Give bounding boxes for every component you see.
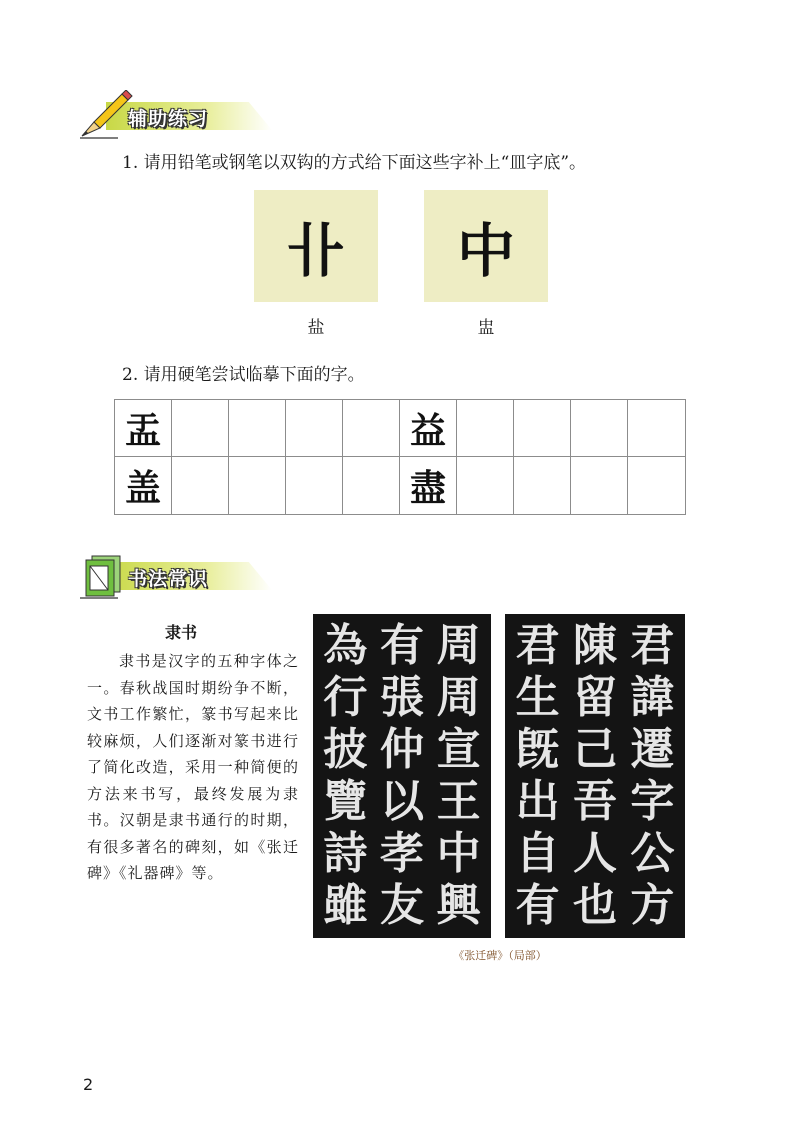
section-header-knowledge — [78, 550, 278, 598]
rubbing-left — [313, 614, 491, 938]
rubbing-char: 披 — [323, 724, 368, 775]
rubbing-char: 也 — [572, 880, 617, 931]
rubbing-char: 中 — [436, 828, 481, 879]
grid-cell — [172, 457, 229, 514]
grid-cell — [343, 457, 400, 514]
subtitle-lishu: 隶书 — [165, 623, 198, 642]
grid-cell — [571, 457, 628, 514]
rubbing-char: 字 — [630, 776, 675, 827]
rubbing-char: 陳 — [572, 620, 617, 671]
rubbing-char: 諱 — [630, 672, 675, 723]
rubbing-char: 己 — [572, 724, 617, 775]
grid-cell — [229, 400, 286, 457]
grid-cell — [457, 400, 514, 457]
rubbing-char: 雖 — [323, 880, 368, 931]
rubbing-column — [630, 620, 674, 932]
rubbing-char: 吾 — [572, 776, 617, 827]
rubbing-column — [380, 620, 424, 932]
grid-cell — [571, 400, 628, 457]
grid-cell — [514, 400, 571, 457]
rubbing-char: 出 — [515, 776, 560, 827]
rubbing-char: 周 — [436, 620, 481, 671]
rubbing-char: 為 — [323, 620, 368, 671]
tile-label-2: 盅 — [477, 318, 495, 338]
rubbing-char: 孝 — [379, 828, 424, 879]
rubbing-char: 自 — [515, 828, 560, 879]
practice-tile-1: 卝 — [254, 190, 378, 302]
rubbing-column — [573, 620, 617, 932]
grid-cell: 益 — [400, 400, 457, 457]
grid-cell — [172, 400, 229, 457]
rubbing-char: 仲 — [379, 724, 424, 775]
grid-cell — [229, 457, 286, 514]
grid-cell — [514, 457, 571, 514]
rubbing-char: 詩 — [323, 828, 368, 879]
section-title: 辅助练习 — [128, 108, 209, 130]
rubbing-column — [516, 620, 560, 932]
grid-cell: 盂 — [115, 400, 172, 457]
grid-cell — [343, 400, 400, 457]
rubbing-char: 以 — [379, 776, 424, 827]
rubbing-char: 行 — [323, 672, 368, 723]
section-title: 书法常识 — [128, 568, 209, 590]
tile-label-1: 盐 — [307, 318, 325, 338]
rubbing-char: 旣 — [515, 724, 560, 775]
rubbing-column — [323, 620, 367, 932]
question-2: 2. 请用硬笔尝试临摹下面的字。 — [122, 365, 365, 385]
grid-cell: 盖 — [115, 457, 172, 514]
rubbing-char: 君 — [630, 620, 675, 671]
grid-cell — [628, 457, 685, 514]
rubbing-char: 覽 — [323, 776, 368, 827]
grid-cell — [457, 457, 514, 514]
page-number: 2 — [83, 1075, 94, 1094]
practice-tile-2: 中 — [424, 190, 548, 302]
rubbing-char: 君 — [515, 620, 560, 671]
grid-cell — [286, 457, 343, 514]
rubbing-char: 興 — [436, 880, 481, 931]
rubbing-char: 方 — [630, 880, 675, 931]
lishu-paragraph: 隶书是汉字的五种字体之一。春秋战国时期纷争不断，文书工作繁忙，篆书写起来比较麻烦，人们逐渐对篆书进行了简化改造，采用一种简便的方法来书写，最终发展为隶书。汉朝是隶书通行的时期，有很多著名的碑刻，如《张迁碑》《礼器碑》等。 — [87, 652, 299, 882]
section-header-practice — [78, 90, 278, 138]
rubbing-char: 周 — [436, 672, 481, 723]
rubbing-char: 人 — [572, 828, 617, 879]
practice-grid — [114, 399, 686, 515]
rubbing-char: 宣 — [436, 724, 481, 775]
rubbing-char: 生 — [515, 672, 560, 723]
rubbing-column — [437, 620, 481, 932]
grid-cell — [286, 400, 343, 457]
grid-cell — [628, 400, 685, 457]
rubbing-char: 友 — [379, 880, 424, 931]
rubbing-char: 公 — [630, 828, 675, 879]
rubbing-char: 留 — [572, 672, 617, 723]
rubbing-caption: 《张迁碑》（局部） — [453, 949, 547, 962]
rubbing-char: 遷 — [630, 724, 675, 775]
rubbing-char: 有 — [379, 620, 424, 671]
rubbing-char: 王 — [436, 776, 481, 827]
grid-cell: 盡 — [400, 457, 457, 514]
rubbing-right — [505, 614, 685, 938]
rubbing-char: 有 — [515, 880, 560, 931]
question-1: 1. 请用铅笔或钢笔以双钩的方式给下面这些字补上“皿字底”。 — [122, 153, 587, 173]
rubbing-char: 張 — [379, 672, 424, 723]
